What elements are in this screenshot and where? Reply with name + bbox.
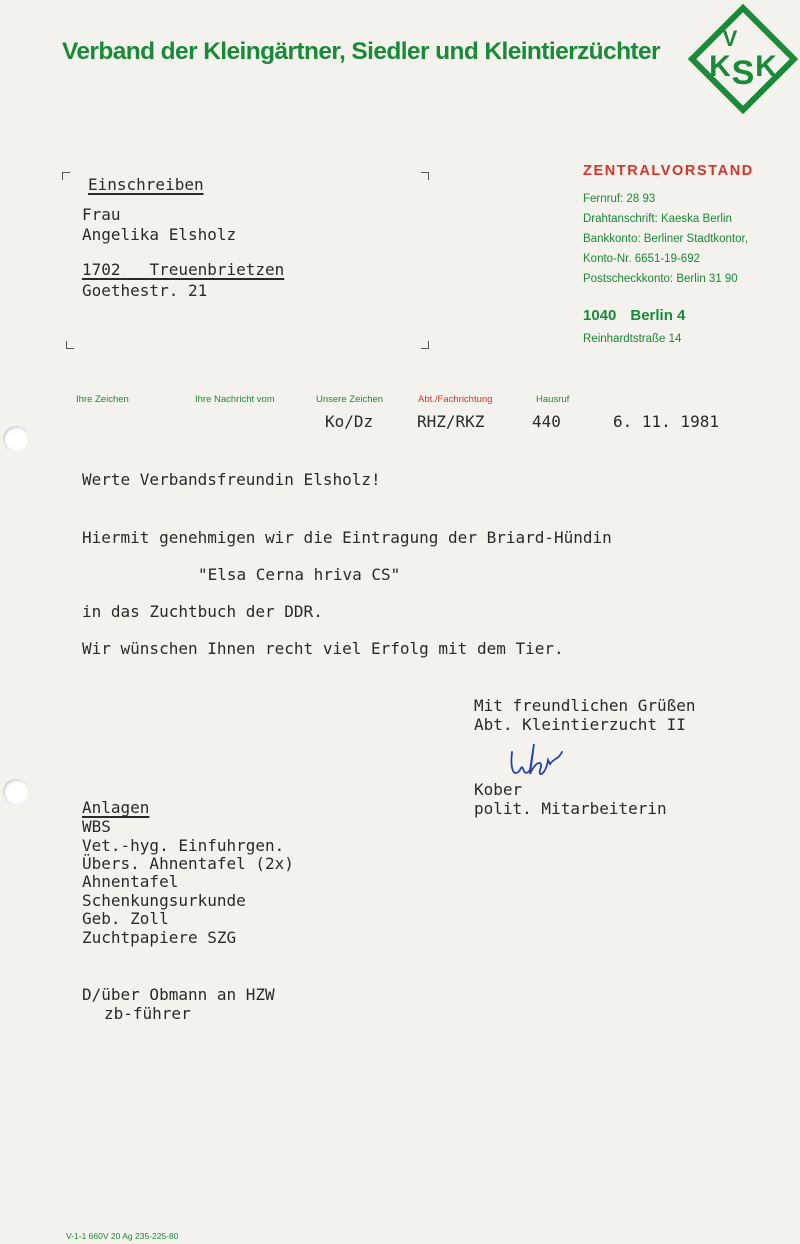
attachment-item: Zuchtpapiere SZG (82, 928, 237, 947)
value-abteilung: RHZ/RKZ (417, 412, 485, 431)
contact-telegram: Drahtanschrift: Kaeska Berlin (583, 213, 732, 225)
punch-hole-top (3, 426, 29, 452)
department-heading: ZENTRALVORSTAND (583, 163, 754, 179)
signer-name: Kober (474, 780, 523, 799)
body-paragraph-3: Wir wünschen Ihnen recht viel Erfolg mit dem Tier. (82, 639, 564, 658)
print-code: V-1-1 660V 20 Ag 235-225-80 (66, 1231, 179, 1241)
body-paragraph-1: Hiermit genehmigen wir die Eintragung der Briard-Hündin (82, 528, 612, 547)
recipient-salutation: Frau (82, 205, 121, 224)
organization-name: Verband der Kleingärtner, Siedler und Kleintierzüchter (62, 38, 660, 65)
contact-account: Konto-Nr. 6651-19-692 (583, 253, 700, 265)
distribution-line-1: D/über Obmann an HZW (82, 985, 275, 1004)
sender-city (583, 307, 685, 324)
label-abteilung: Abt./Fachrichtung (418, 394, 493, 405)
window-mark-top-right (421, 172, 429, 180)
logo-letter-v: V (722, 26, 738, 51)
recipient-postcode: 1702 (82, 260, 121, 279)
value-hausruf: 440 (532, 412, 561, 431)
recipient-town-line (82, 260, 284, 279)
distribution-line-2: zb-führer (104, 1004, 191, 1023)
label-unsere-zeichen: Unsere Zeichen (316, 394, 384, 405)
delivery-type: Einschreiben (88, 175, 204, 194)
attachment-item: Vet.-hyg. Einfuhrgen. (82, 836, 285, 855)
logo-letter-k2: K (755, 50, 777, 83)
label-ihre-nachricht: Ihre Nachricht vom (195, 394, 275, 405)
attachment-item: Übers. Ahnentafel (2x) (82, 854, 294, 873)
signer-role: polit. Mitarbeiterin (474, 799, 667, 818)
vksk-logo (688, 4, 798, 114)
attachment-item: Ahnentafel (82, 872, 179, 891)
dog-name: "Elsa Cerna hriva CS" (198, 565, 401, 584)
greeting: Werte Verbandsfreundin Elsholz! (82, 470, 381, 489)
label-ihre-zeichen: Ihre Zeichen (76, 394, 129, 405)
attachment-item: Schenkungsurkunde (82, 891, 246, 910)
closing-regards: Mit freundlichen Grüßen (474, 696, 696, 715)
label-hausruf: Hausruf (536, 394, 570, 405)
logo-letter-k1: K (709, 50, 731, 83)
logo-letter-s: S (731, 54, 755, 92)
sender-city-name: Berlin 4 (630, 307, 686, 324)
closing-department: Abt. Kleintierzucht II (474, 715, 686, 734)
value-unsere-zeichen: Ko/Dz (325, 412, 374, 431)
recipient-town: Treuenbrietzen (149, 260, 285, 279)
window-mark-top-left (62, 172, 70, 180)
attachments-title: Anlagen (82, 798, 150, 817)
recipient-name: Angelika Elsholz (82, 225, 237, 244)
contact-phone: Fernruf: 28 93 (583, 193, 656, 205)
letter-date: 6. 11. 1981 (613, 412, 719, 431)
window-mark-bottom-left (66, 341, 74, 349)
contact-postal-account: Postscheckkonto: Berlin 31 90 (583, 273, 738, 285)
attachment-item: Geb. Zoll (82, 909, 169, 928)
recipient-street: Goethestr. 21 (82, 281, 208, 300)
window-mark-bottom-right (421, 341, 429, 349)
sender-postcode: 1040 (583, 307, 617, 324)
attachment-item: WBS (82, 817, 111, 836)
body-paragraph-2: in das Zuchtbuch der DDR. (82, 602, 323, 621)
punch-hole-bottom (3, 779, 29, 805)
sender-street: Reinhardtstraße 14 (583, 333, 682, 345)
contact-bank: Bankkonto: Berliner Stadtkontor, (583, 233, 748, 245)
